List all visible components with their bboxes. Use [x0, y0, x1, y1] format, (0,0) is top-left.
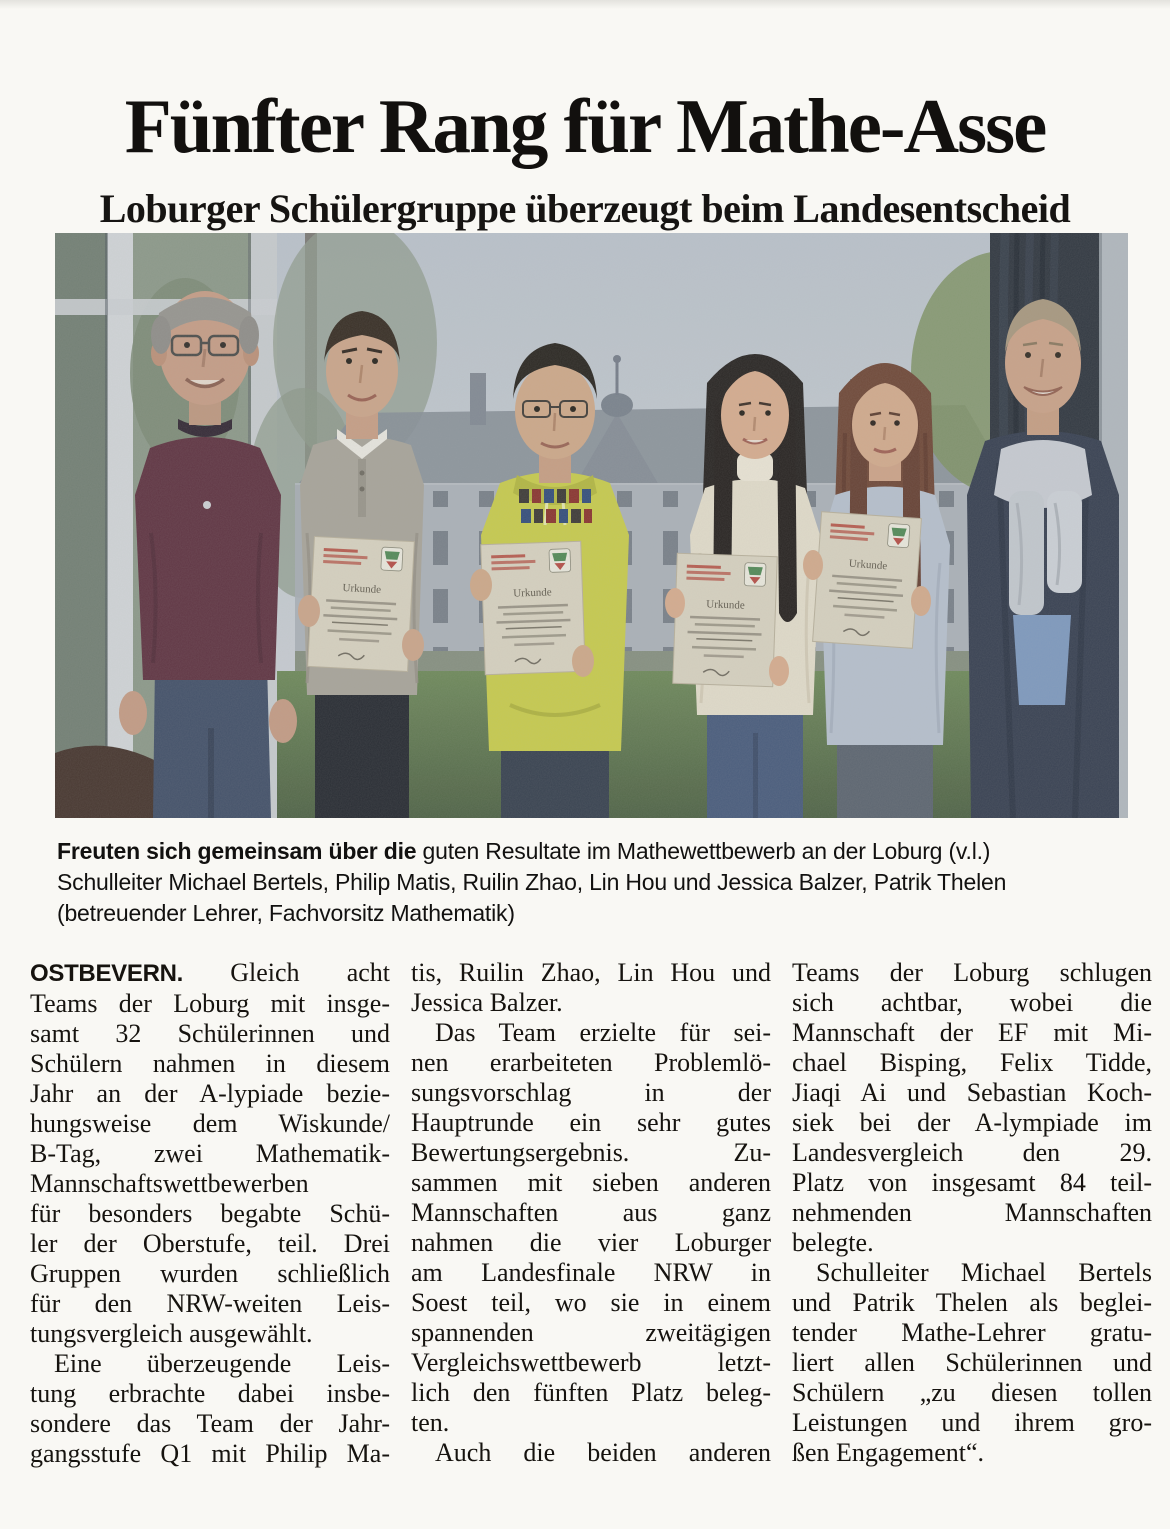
article-line: Das Team erzielte für sei-: [435, 1018, 771, 1047]
caption-line: Schulleiter Michael Bertels, Philip Matis, Ruilin Zhao, Lin Hou und Jessica Balzer, Patrik Thelen: [57, 869, 1007, 895]
article-column: [792, 958, 1152, 1469]
article-line: tender Mathe-Lehrer gratu-: [792, 1318, 1152, 1347]
article-line: Gruppen wurden schließlich: [30, 1259, 390, 1288]
article-line: tung erbrachte dabei insbe-: [30, 1379, 390, 1408]
article-line: am Landesfinale NRW in: [411, 1258, 771, 1287]
article-body: [30, 958, 1152, 1469]
article-line: Teams der Loburg schlugen: [792, 958, 1152, 987]
article-line: liert allen Schülerinnen und: [792, 1348, 1152, 1377]
article-line: Vergleichswettbewerb letzt-: [411, 1348, 771, 1377]
article-line: für den NRW-weiten Leis-: [30, 1289, 390, 1318]
article-line: nen erarbeiteten Problemlö-: [411, 1048, 771, 1077]
photo-scene: [55, 233, 1128, 818]
caption-bold-lead: Freuten sich gemeinsam über die: [57, 838, 417, 864]
article-line: Soest teil, wo sie in einem: [411, 1288, 771, 1317]
article-line: Schülern „zu diesen tollen: [792, 1378, 1152, 1407]
article-line: sammen mit sieben anderen: [411, 1168, 771, 1197]
caption-line: Freuten sich gemeinsam über die guten Resultate im Mathewettbewerb an der Loburg (v.l.): [57, 838, 991, 864]
article-line: Eine überzeugende Leis-: [54, 1349, 390, 1378]
article-line: sondere das Team der Jahr-: [30, 1409, 390, 1438]
article-line: Teams der Loburg mit insge-: [30, 989, 390, 1018]
article-line: Mannschaftswettbewerben: [30, 1169, 309, 1198]
page-subtitle: Loburger Schülergruppe überzeugt beim Landesentscheid: [99, 186, 1071, 232]
article-line: Jahr an der A-lypiade bezie-: [30, 1079, 390, 1108]
article-line: spannenden zweitägigen: [411, 1318, 771, 1347]
caption-line: (betreuender Lehrer, Fachvorsitz Mathematik): [57, 900, 515, 926]
article-line: für besonders begabte Schü-: [30, 1199, 390, 1228]
article-photo: [55, 233, 1128, 818]
article-line: hungsweise dem Wiskunde/: [30, 1109, 390, 1138]
article-line: nehmenden Mannschaften: [792, 1198, 1152, 1227]
article-line: ler der Oberstufe, teil. Drei: [30, 1229, 390, 1258]
article-line: tungsvergleich ausgewählt.: [30, 1319, 313, 1348]
article-line: nahmen die vier Loburger: [411, 1228, 771, 1257]
article-line: sich achtbar, wobei die: [792, 988, 1152, 1017]
page-title: Fünfter Rang für Mathe-Asse: [124, 82, 1046, 169]
article-line: B-Tag, zwei Mathematik-: [30, 1139, 390, 1168]
article-line: Leistungen und ihrem gro-: [792, 1408, 1152, 1437]
article-line: Jiaqi Ai und Sebastian Koch-: [792, 1078, 1152, 1107]
article-line: Schülern nahmen in diesem: [30, 1049, 390, 1078]
article-line: siek bei der A-lympiade im: [792, 1108, 1152, 1137]
article-line: belegte.: [792, 1228, 874, 1257]
article-line: ßen Engagement“.: [792, 1438, 985, 1467]
article-line: Jessica Balzer.: [411, 988, 563, 1017]
article-line: Auch die beiden anderen: [435, 1438, 771, 1467]
article-line: Schulleiter Michael Bertels: [816, 1258, 1152, 1287]
dateline: OSTBEVERN.: [30, 960, 184, 987]
article-line: OSTBEVERN. Gleich acht: [30, 958, 390, 987]
article-line: Mannschaft der EF mit Mi-: [792, 1018, 1152, 1047]
article-line: Mannschaften aus ganz: [411, 1198, 771, 1227]
article-line: sungsvorschlag in der: [411, 1078, 771, 1107]
article-line: Landesvergleich den 29.: [792, 1138, 1152, 1167]
article-line: tis, Ruilin Zhao, Lin Hou und: [411, 958, 771, 987]
photo-caption: [57, 836, 1161, 929]
article-line: samt 32 Schülerinnen und: [30, 1019, 390, 1048]
photo-grain: [55, 233, 1128, 818]
article-line: chael Bisping, Felix Tidde,: [792, 1048, 1152, 1077]
article-line: Bewertungsergebnis. Zu-: [411, 1138, 771, 1167]
scan-artifact-top: [0, 0, 1170, 9]
article-line: lich den fünften Platz beleg-: [411, 1378, 771, 1407]
article-line: gangsstufe Q1 mit Philip Ma-: [30, 1439, 390, 1468]
article-line: ten.: [411, 1408, 450, 1437]
article-line: Hauptrunde ein sehr gutes: [411, 1108, 771, 1137]
article-column: [411, 958, 771, 1469]
article-line: und Patrik Thelen als beglei-: [792, 1288, 1152, 1317]
article-line: Platz von insgesamt 84 teil-: [792, 1168, 1152, 1197]
article-column: [30, 958, 390, 1469]
